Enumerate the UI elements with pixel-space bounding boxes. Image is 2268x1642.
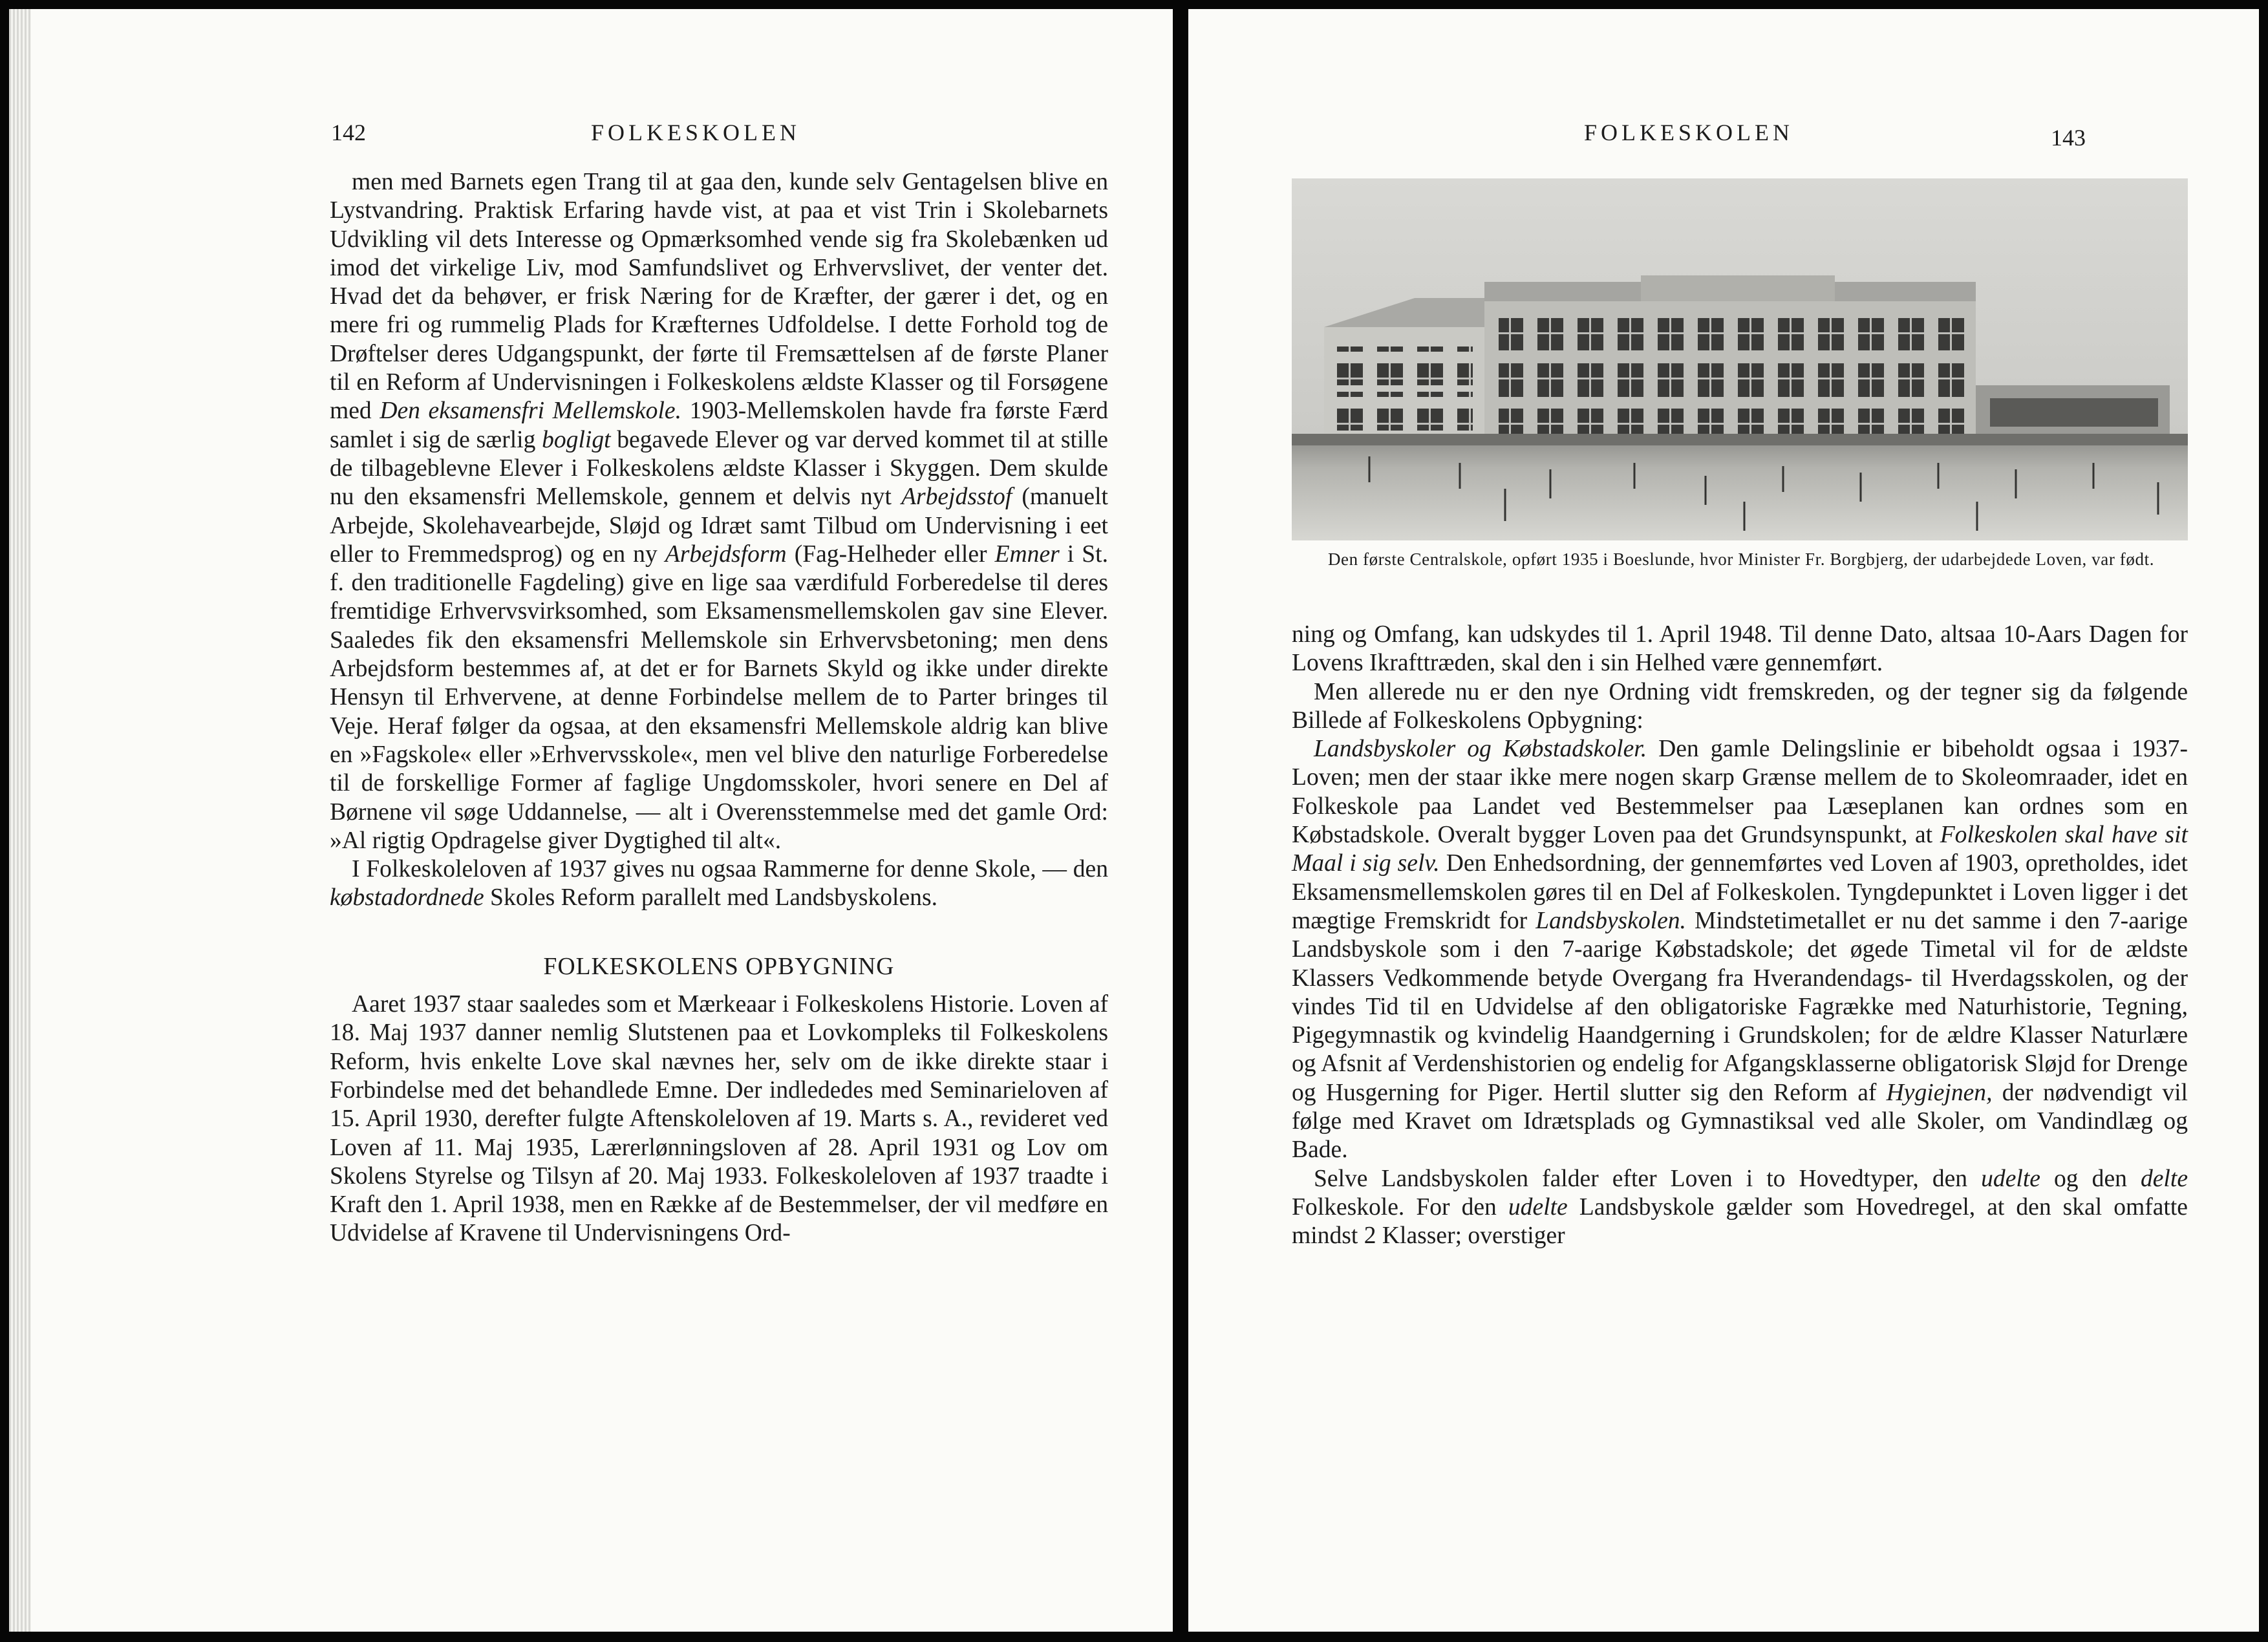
page-number: 142 [331, 120, 366, 145]
text-run: 1903-Mellemskolen havde fra første Færd samlet i sig de særlig [330, 398, 1108, 453]
italic-text: bogligt [542, 426, 611, 453]
paragraph [1292, 1165, 2188, 1251]
section-paragraphs [330, 990, 1108, 1248]
text-run: der nødvendigt vil følge med Kravet om Idrætsplads og Gymnastiksal ved alle Skoler, om Vandindlæg og Bade. [1292, 1079, 2188, 1164]
text-run: Mindstetimetallet er nu det samme i den 7-aarige Landsbyskole som i den 7-aarige Købstadskole; det øgede Timetal vil for de ældste Klassers Vedkommende betyde Overgang fra Hverandendags- til Hverdagsskolen, og der vindes Tid til en Udvidelse af den obligatoriske Fagrække med Naturhistorie, Tegning, Pigegymnastik og kvindelig Haandgerning i Grundskolen; for de ældre Klasser Naturlære og Afsnit af Verdenshistorien og endelig for Afgangsklasserne obligatorisk Sløjd for Drenge og Husgerning for Piger. Hertil slutter sig den Reform af [1292, 907, 2188, 1106]
text-run: Den Enhedsordning, der gennemførtes ved Loven af 1903, opretholdes, idet Eksamensmellemskolen gøres til en Del af Folkeskolen. Tyngdepunktet i Loven ligger i det mægtige Fremskridt for [1292, 850, 2188, 934]
italic-text: Landsbyskolen. [1535, 907, 1686, 934]
text-run: (manuelt Arbejde, Skolehavearbejde, Sløjd og Idræt samt Tilbud om Undervisning i eet eller to Fremmedsprog) og en ny [330, 484, 1108, 568]
paragraph [330, 855, 1108, 913]
running-head: FOLKESKOLEN [1584, 120, 1793, 145]
italic-text: udelte [1508, 1193, 1568, 1221]
text-run: begavede Elever og var derved kommet til at stille de tilbagebleνne Elever i Folkeskolens ældste Klasser i Skyggen. Dem skulde nu den eksamensfri Mellemskole, gennem et delvis nyt [330, 426, 1108, 511]
left-paragraphs [330, 168, 1108, 913]
right-page [1188, 9, 2259, 1632]
italic-text: udelte [1981, 1165, 2040, 1192]
text-run: Men allerede nu er den nye Ordning vidt fremskreden, og der tegner sig da følgende Billede af Folkeskolens Opbygning: [1292, 678, 2188, 734]
italic-text: Den eksamensfri Mellemskole. [380, 398, 681, 425]
photo-caption: Den første Centralskole, opført 1935 i Boeslunde, hvor Minister Fr. Borgbjerg, der udarbejdede Loven, var født. [1327, 549, 2155, 569]
italic-text: Hygiejnen, [1886, 1079, 1993, 1106]
right-paragraphs [1292, 621, 2188, 1251]
text-run: i St. f. den traditionelle Fagdeling) give en lige saa værdifuld Forberedelse til deres fremtidige Erhvervsvirksomhed, som Eksamensmellemskolen gav sine Elever. Saaledes fik den eksamensfri Mellemskole sin Erhvervsbetoning; men dens Arbejdsform bestemmes af, at det er for Barnets Skyld og ikke under direkte Hensyn til Erhvervene, at denne Forbindelse mellem de to Parter bringes til Veje. Heraf følger da ogsaa, at den eksamensfri Mellemskole aldrig kan blive en »Fagskole« eller »Erhvervsskole«, men vel blive den naturlige Forberedelse til de forskellige Former af faglige Ungdomsskoler, hvori senere en Del af Børnene vil søge Uddannelse, — alt i Overensstemmelse med det gamle Ord: »Al rigtig Opdragelse giver Dygtighed til alt«. [330, 540, 1108, 854]
text-run: ning og Omfang, kan udskydes til 1. April 1948. Til denne Dato, altsaa 10-Aars Dagen for Lovens Ikrafttræden, skal den i sin Helhed være gennemført. [1292, 621, 2188, 677]
italic-text: Arbejdsstof [901, 484, 1012, 511]
text-run: I Folkeskoleloven af 1937 gives nu ogsaa Rammerne for denne Skole, — den [352, 856, 1108, 883]
text-run: Skoles Reform parallelt med Landsbyskolens. [484, 884, 937, 912]
text-run: men med Barnets egen Trang til at gaa den, kunde selv Gentagelsen blive en Lystvandring. Praktisk Erfaring havde vist, at paa et vist Trin i Skolebarnets Udvikling vil dets Interesse og Opmærksomhed vende sig fra Skolebænken ud imod det virkelige Liv, mod Samfundslivet og Erhvervslivet, der venter det. Hvad det da behøver, er frisk Næring for de Kræfter, der gærer i det, og en mere fri og rummelig Plads for Kræfternes Udfoldelse. I dette Forhold tog de Drøftelser deres Udgangspunkt, der førte til Fremsættelsen af de første Planer til en Reform af Undervisningen i Folkeskolens ældste Klasser og til Forsøgene med [330, 169, 1108, 425]
text-run: Landsbyskole gælder som Hovedregel, at den skal omfatte mindst 2 Klasser; overstiger [1292, 1193, 2188, 1250]
running-head: FOLKESKOLEN [591, 120, 800, 145]
italic-text: Arbejdsform [665, 540, 787, 568]
text-run: og den [2040, 1165, 2141, 1192]
school-building-photo [1292, 178, 2188, 540]
italic-text: købstadordnede [330, 884, 484, 912]
paragraph [1292, 621, 2188, 678]
text-run: Folkeskole. For den [1292, 1193, 1508, 1221]
text-run: (Fag-Helheder eller [786, 540, 995, 568]
left-page [9, 9, 1173, 1632]
paragraph [330, 990, 1108, 1248]
paragraph [1292, 678, 2188, 736]
text-run: Selve Landsbyskolen falder efter Loven i to Hovedtyper, den [1314, 1165, 1982, 1192]
paragraph [330, 168, 1108, 855]
right-body-text [1292, 621, 2188, 1251]
italic-text: delte [2140, 1165, 2188, 1192]
page-number: 143 [2051, 125, 2086, 151]
text-run: Aaret 1937 staar saaledes som et Mærkeaar i Folkeskolens Historie. Loven af 18. Maj 1937 danner nemlig Slutstenen paa et Lovkompleks til Folkeskolens Reform, hvis enkelte Love skal nævnes her, selv om de ikke direkte staar i Forbindelse med det behandlede Emne. Der indlededes med Seminarieloven af 15. April 1930, derefter fulgte Aftenskoleloven af 19. Marts s. A., revideret ved Loven af 11. Maj 1935, Lærerlønningsloven af 28. April 1931 og Lov om Skolens Styrelse og Tilsyn af 20. Maj 1933. Folkeskoleloven af 1937 traadte i Kraft den 1. April 1938, men en Række af de Bestemmelser, der vil medføre en Udvidelse af Kravene til Undervisningens Ord- [330, 991, 1108, 1247]
paragraph [1292, 735, 2188, 1164]
italic-text: Folkeskolen skal have sit Maal i sig selv. [1292, 822, 2188, 877]
italic-text: Landsbyskoler og Købstadskoler. [1314, 736, 1647, 763]
left-body-text [330, 168, 1108, 1248]
italic-text: Emner [994, 540, 1060, 568]
section-heading: FOLKESKOLENS OPBYGNING [543, 953, 895, 980]
text-run: Den gamle Delingslinie er bibeholdt ogsaa i 1937-Loven; men der staar ikke mere nogen skarp Grænse mellem de to Skoleomraader, idet en Folkeskole paa Landet ved Bestemmelser paa Læseplanen kan ordnes som en Købstadskole. Overalt bygger Loven paa det Grundsynspunkt, at [1292, 736, 2188, 849]
